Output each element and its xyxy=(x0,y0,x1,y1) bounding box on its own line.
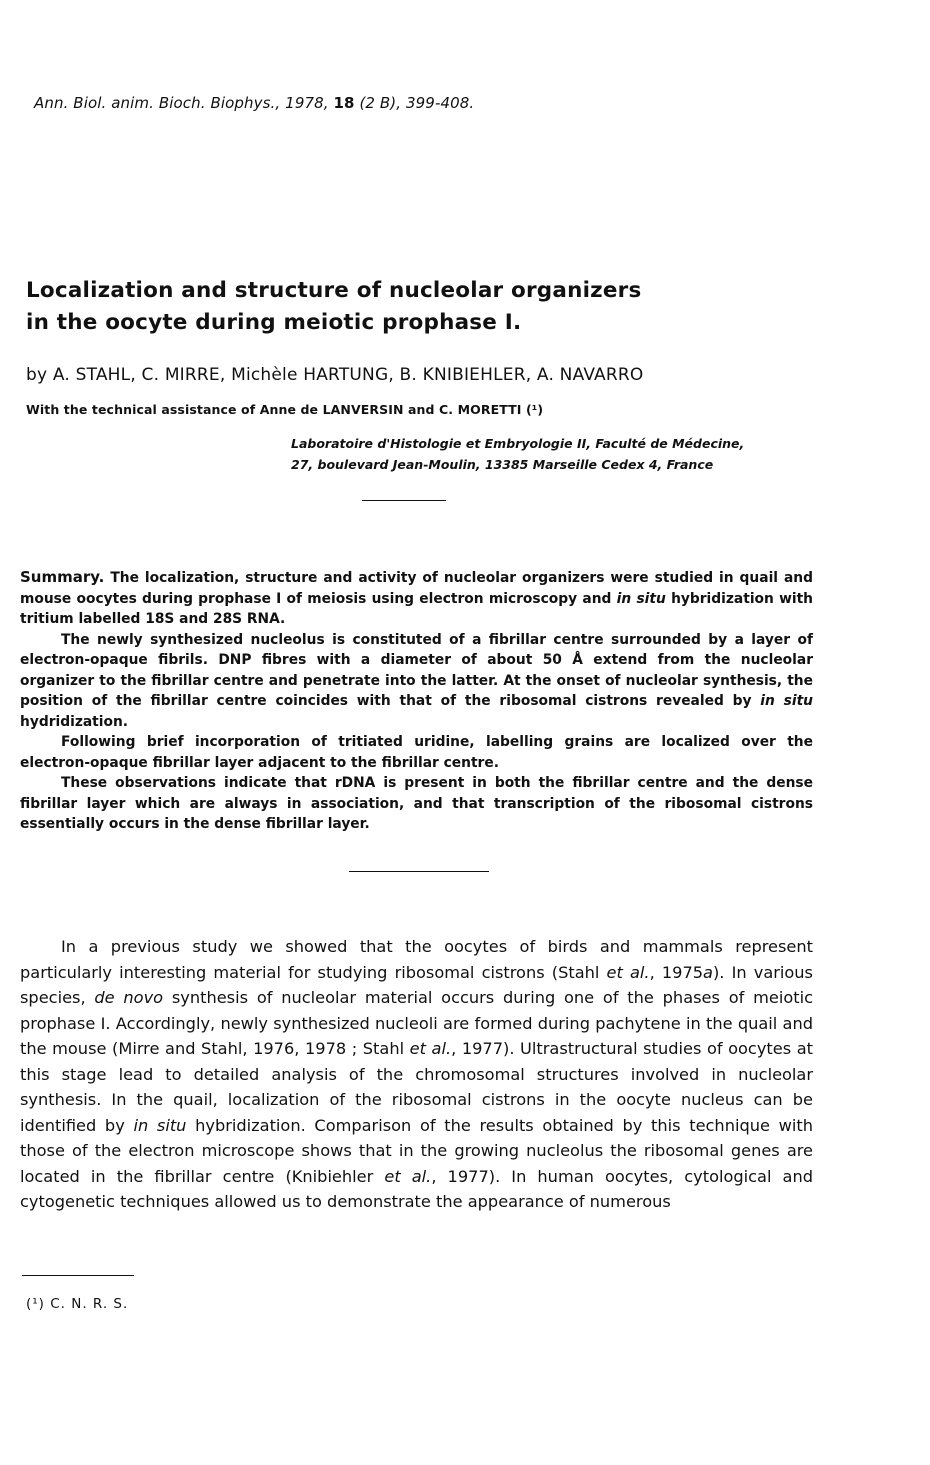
body-text-run: ). In various species, xyxy=(20,962,813,1007)
summary-text: The localization, structure and activity of nucleolar organizers were studied in quail and mouse oocytes during prophase I of meiosis using electron microscopy and xyxy=(20,570,813,607)
summary-text: hybridization with tritium labelled 18S and 28S RNA. xyxy=(20,590,813,627)
title-line-2: in the oocyte during meiotic prophase I. xyxy=(26,310,522,335)
title-line-1: Localization and structure of nucleolar organizers xyxy=(26,278,642,303)
summary-italic: in situ xyxy=(616,590,666,607)
journal-issue: (2 B) xyxy=(359,94,397,112)
divider-middle xyxy=(349,871,489,872)
body-paragraph xyxy=(20,934,813,1215)
body-text-run: , 1977). Ultrastructural studies of oocytes at this stage lead to detailed analysis of the chromosomal structures involved in nucleolar synthesis. In the quail, localization of the ribosomal cistrons in the oocyte nucleus can be identified by xyxy=(20,1039,813,1135)
journal-citation: Ann. Biol. anim. Bioch. Biophys., 1978, 18 (2 B), 399-408. xyxy=(34,94,475,112)
body-italic: in situ xyxy=(133,1115,187,1135)
body-text xyxy=(20,934,813,1215)
body-text-run: hybridization. Comparison of the results obtained by this technique with those of the electron microscope shows that in the growing nucleolus the ribosomal genes are located in the fibrillar centre (Knibiehler xyxy=(20,1115,813,1186)
summary-italic: in situ xyxy=(760,693,813,709)
technical-assistance: With the technical assistance of Anne de LANVERSIN and C. MORETTI (¹) xyxy=(26,402,544,417)
body-text-run: , 1977). In human oocytes, cytological and cytogenetic techniques allowed us to demonstrate the appearance of numerous xyxy=(20,1166,813,1211)
affiliation-line-2: 27, boulevard Jean-Moulin, 13385 Marseille Cedex 4, France xyxy=(291,457,714,472)
body-italic: a xyxy=(703,962,713,982)
summary-paragraph-1 xyxy=(20,567,813,630)
summary-heading: Summary. xyxy=(20,568,105,586)
divider-top xyxy=(362,500,446,501)
journal-pages: 399-408. xyxy=(406,94,475,112)
paper-title xyxy=(26,275,846,339)
footnote: (¹) C. N. R. S. xyxy=(26,1296,129,1312)
summary-paragraph-2 xyxy=(20,630,813,733)
author-list: by A. STAHL, C. MIRRE, Michèle HARTUNG, B. KNIBIEHLER, A. NAVARRO xyxy=(26,365,644,385)
journal-volume: 18 xyxy=(333,94,355,112)
body-text-run: In a previous study we showed that the oocytes of birds and mammals represent particularly interesting material for studying ribosomal cistrons (Stahl xyxy=(20,937,813,982)
affiliation-line-1: Laboratoire d'Histologie et Embryologie II, Faculté de Médecine, xyxy=(291,436,745,451)
journal-name: Ann. Biol. anim. Bioch. Biophys. xyxy=(34,94,276,112)
summary-paragraph-4: These observations indicate that rDNA is present in both the fibrillar centre and the dense fibrillar layer which are always in association, and that transcription of the ribosomal cistrons essentially occurs in the dense fibrillar layer. xyxy=(20,775,813,832)
summary-text: hydridization. xyxy=(20,713,129,730)
summary-text: The newly synthesized nucleolus is constituted of a fibrillar centre surrounded by a layer of electron-opaque fibrils. DNP fibres with a diameter of about 50 Å extend from the nucleolar organizer to the fibrillar centre and penetrate into the latter. At the onset of nucleolar synthesis, the position of the fibrillar centre coincides with that of the ribosomal cistrons revealed by xyxy=(20,631,813,709)
body-italic: de novo xyxy=(94,988,164,1007)
footnote-rule xyxy=(22,1275,134,1276)
affiliation xyxy=(291,433,744,475)
summary-section xyxy=(20,567,813,835)
journal-year: 1978 xyxy=(285,94,324,112)
body-italic: et al. xyxy=(409,1039,452,1058)
body-text-run: , 1975 xyxy=(649,962,704,982)
summary-paragraph-3: Following brief incorporation of tritiated uridine, labelling grains are localized over the electron-opaque fibrillar layer adjacent to the fibrillar centre. xyxy=(20,734,813,771)
body-text-run: synthesis of nucleolar material occurs during one of the phases of meiotic prophase I. Accordingly, newly synthesized nucleoli are formed during pachytene in the quail and the mouse (Mirre and Stahl, 1976, 1978 ; Stahl xyxy=(20,988,813,1058)
body-italic: et al. xyxy=(384,1166,432,1186)
body-italic: et al. xyxy=(606,962,650,982)
